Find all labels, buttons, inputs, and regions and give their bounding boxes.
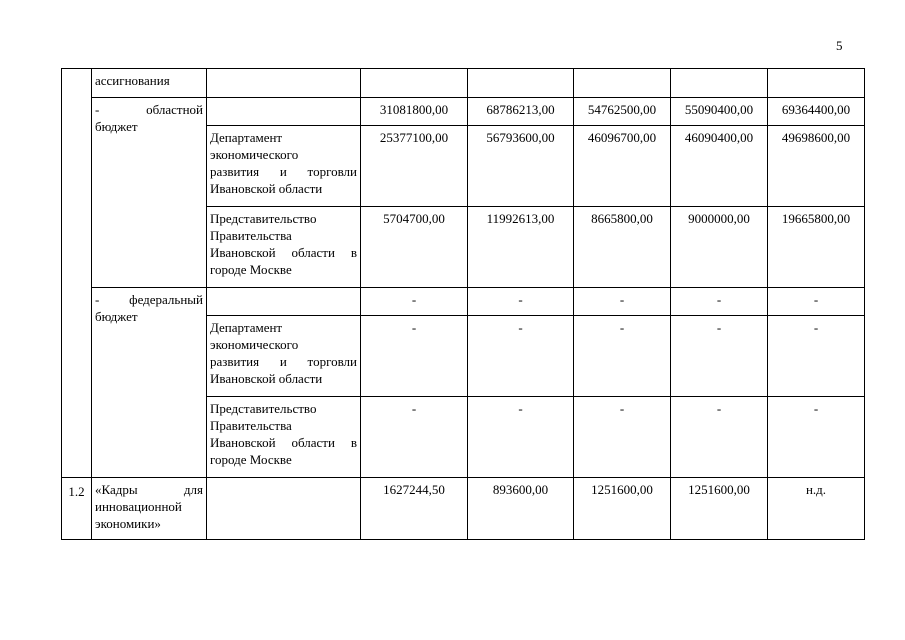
cell-program-label: ассигнования	[92, 69, 207, 98]
cell-value: -	[671, 288, 768, 316]
cell-organization: Представительство Правительства Ивановской области в городе Москве	[207, 397, 361, 478]
cell-value: -	[361, 288, 468, 316]
cell-organization	[207, 288, 361, 316]
cell-value	[671, 69, 768, 98]
cell-value: 68786213,00	[468, 98, 574, 126]
cell-value: 49698600,00	[768, 126, 865, 207]
cell-number: 1.2	[62, 478, 92, 540]
table-row-regional-budget	[62, 98, 865, 126]
cell-regional-budget-label: - областной бюджет	[92, 98, 207, 288]
cell-number-empty	[62, 69, 92, 478]
cell-value: 46090400,00	[671, 126, 768, 207]
cell-federal-budget-label: - федеральный бюджет	[92, 288, 207, 478]
cell-value: 56793600,00	[468, 126, 574, 207]
table-row-personnel-subprogram	[62, 478, 865, 540]
cell-value: -	[574, 397, 671, 478]
table-row-assignments	[62, 69, 865, 98]
cell-value	[768, 69, 865, 98]
cell-organization	[207, 478, 361, 540]
cell-organization	[207, 69, 361, 98]
cell-value: -	[768, 288, 865, 316]
cell-value: -	[768, 316, 865, 397]
cell-value: -	[768, 397, 865, 478]
cell-value: 1251600,00	[574, 478, 671, 540]
cell-value	[468, 69, 574, 98]
cell-value: 8665800,00	[574, 207, 671, 288]
cell-value: -	[468, 288, 574, 316]
cell-value: -	[361, 316, 468, 397]
cell-value: -	[671, 316, 768, 397]
cell-value: -	[574, 316, 671, 397]
cell-value: 46096700,00	[574, 126, 671, 207]
cell-value: -	[574, 288, 671, 316]
cell-value: 1627244,50	[361, 478, 468, 540]
cell-value: -	[361, 397, 468, 478]
budget-table	[61, 68, 865, 540]
cell-value: 9000000,00	[671, 207, 768, 288]
cell-value: -	[671, 397, 768, 478]
cell-value: 54762500,00	[574, 98, 671, 126]
cell-value: 69364400,00	[768, 98, 865, 126]
cell-organization: Департамент экономического развития и торговли Ивановской области	[207, 316, 361, 397]
table-row-federal-budget	[62, 288, 865, 316]
cell-value: 25377100,00	[361, 126, 468, 207]
page-number: 5	[836, 38, 843, 53]
cell-value: 11992613,00	[468, 207, 574, 288]
cell-organization	[207, 98, 361, 126]
cell-value: -	[468, 397, 574, 478]
cell-value: н.д.	[768, 478, 865, 540]
cell-organization: Представительство Правительства Ивановской области в городе Москве	[207, 207, 361, 288]
cell-value: 1251600,00	[671, 478, 768, 540]
cell-value: 19665800,00	[768, 207, 865, 288]
cell-value: 893600,00	[468, 478, 574, 540]
cell-program-label: «Кадры для инновационной экономики»	[92, 478, 207, 540]
cell-value: -	[468, 316, 574, 397]
cell-organization: Департамент экономического развития и торговли Ивановской области	[207, 126, 361, 207]
cell-value: 31081800,00	[361, 98, 468, 126]
cell-value: 55090400,00	[671, 98, 768, 126]
cell-value	[361, 69, 468, 98]
cell-value	[574, 69, 671, 98]
cell-value: 5704700,00	[361, 207, 468, 288]
